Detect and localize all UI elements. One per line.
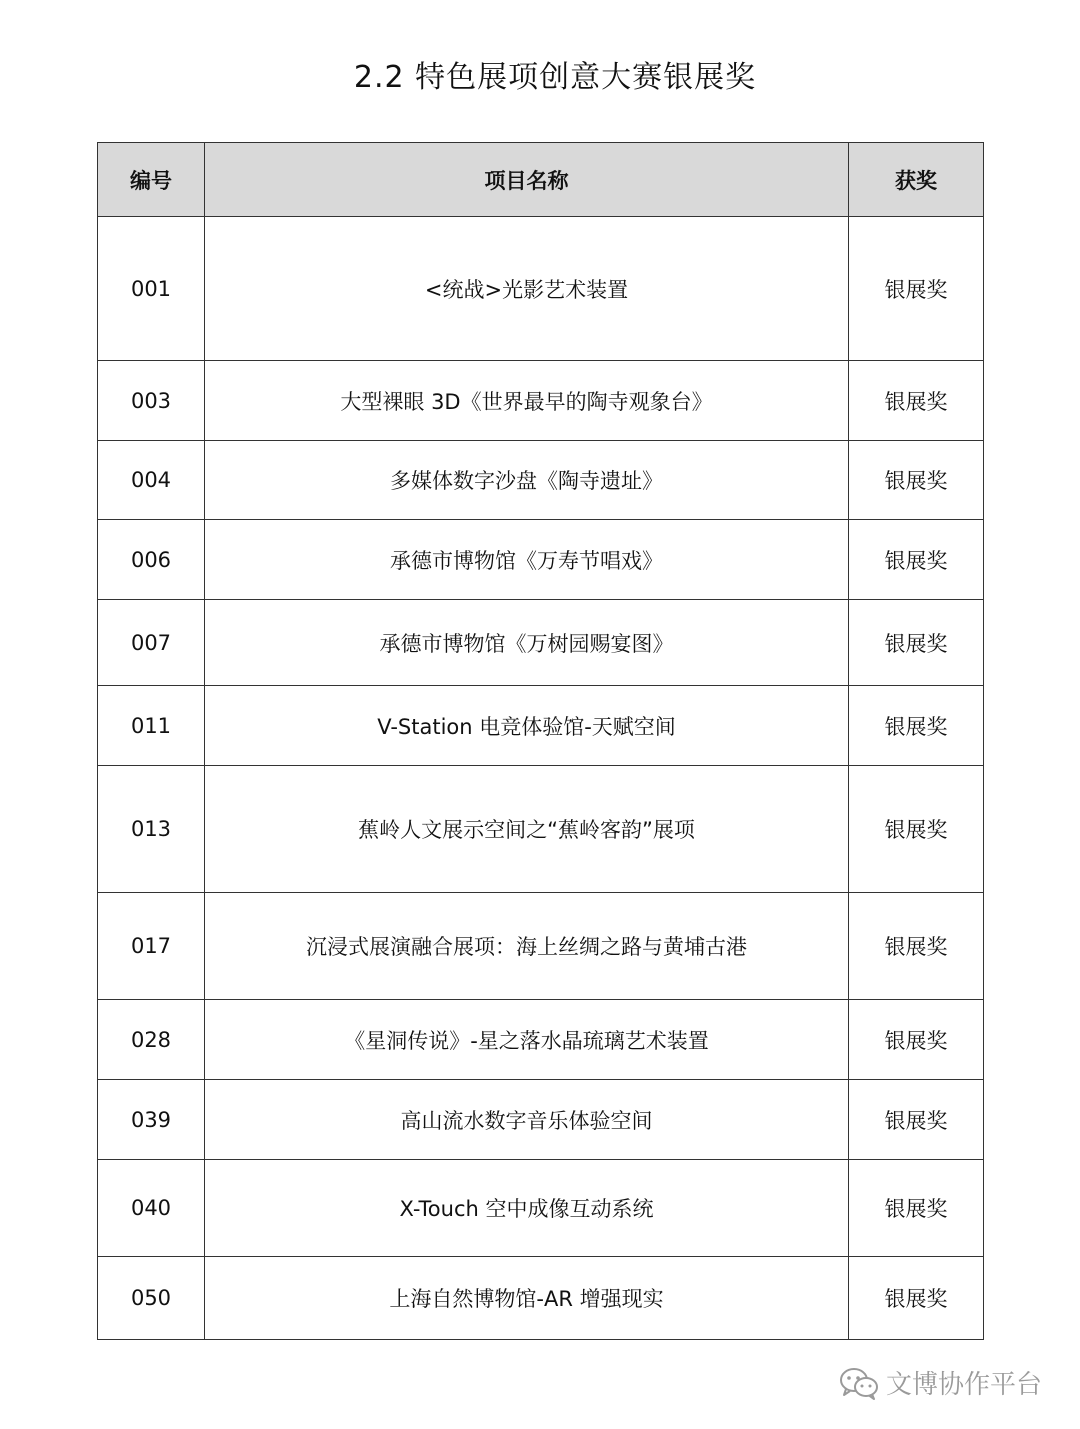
table-row: [98, 1080, 984, 1160]
cell-project-name: 承德市博物馆《万寿节唱戏》: [205, 520, 849, 600]
cell-number: 028: [98, 1000, 205, 1080]
cell-project-name: 多媒体数字沙盘《陶寺遗址》: [205, 441, 849, 520]
cell-award: 银展奖: [849, 1080, 984, 1160]
table-row: [98, 1257, 984, 1340]
cell-award: 银展奖: [849, 893, 984, 1000]
cell-number: 001: [98, 217, 205, 361]
table-row: [98, 600, 984, 686]
table-header-row: [98, 143, 984, 217]
table-row: [98, 766, 984, 893]
table-row: [98, 520, 984, 600]
cell-project-name: 蕉岭人文展示空间之“蕉岭客韵”展项: [205, 766, 849, 893]
page-title: 2.2 特色展项创意大赛银展奖: [353, 60, 757, 95]
header-award: 获奖: [849, 143, 984, 217]
awards-table: [97, 142, 984, 1340]
cell-project-name: 高山流水数字音乐体验空间: [205, 1080, 849, 1160]
cell-number: 040: [98, 1160, 205, 1257]
watermark: [838, 1364, 1042, 1401]
header-number: 编号: [98, 143, 205, 217]
cell-award: 银展奖: [849, 600, 984, 686]
cell-project-name: V-Station 电竞体验馆-天赋空间: [205, 686, 849, 766]
cell-number: 003: [98, 361, 205, 441]
table-row: [98, 217, 984, 361]
cell-award: 银展奖: [849, 1257, 984, 1340]
table-row: [98, 1160, 984, 1257]
table-row: [98, 893, 984, 1000]
cell-award: 银展奖: [849, 686, 984, 766]
header-project-name: 项目名称: [205, 143, 849, 217]
cell-number: 007: [98, 600, 205, 686]
cell-award: 银展奖: [849, 217, 984, 361]
cell-number: 050: [98, 1257, 205, 1340]
cell-project-name: X-Touch 空中成像互动系统: [205, 1160, 849, 1257]
table-row: [98, 361, 984, 441]
cell-award: 银展奖: [849, 1160, 984, 1257]
cell-number: 006: [98, 520, 205, 600]
cell-project-name: 大型裸眼 3D《世界最早的陶寺观象台》: [205, 361, 849, 441]
cell-award: 银展奖: [849, 361, 984, 441]
cell-award: 银展奖: [849, 520, 984, 600]
cell-project-name: 《星洞传说》-星之落水晶琉璃艺术装置: [205, 1000, 849, 1080]
table-row: [98, 686, 984, 766]
cell-number: 039: [98, 1080, 205, 1160]
cell-number: 017: [98, 893, 205, 1000]
cell-award: 银展奖: [849, 1000, 984, 1080]
cell-award: 银展奖: [849, 766, 984, 893]
cell-number: 004: [98, 441, 205, 520]
table-row: [98, 1000, 984, 1080]
wechat-icon: [838, 1366, 880, 1400]
cell-project-name: 上海自然博物馆-AR 增强现实: [205, 1257, 849, 1340]
cell-award: 银展奖: [849, 441, 984, 520]
cell-number: 011: [98, 686, 205, 766]
cell-number: 013: [98, 766, 205, 893]
cell-project-name: 沉浸式展演融合展项：海上丝绸之路与黄埔古港: [205, 893, 849, 1000]
table-row: [98, 441, 984, 520]
cell-project-name: 承德市博物馆《万树园赐宴图》: [205, 600, 849, 686]
watermark-text: 文博协作平台: [886, 1370, 1043, 1400]
cell-project-name: <统战>光影艺术装置: [205, 217, 849, 361]
